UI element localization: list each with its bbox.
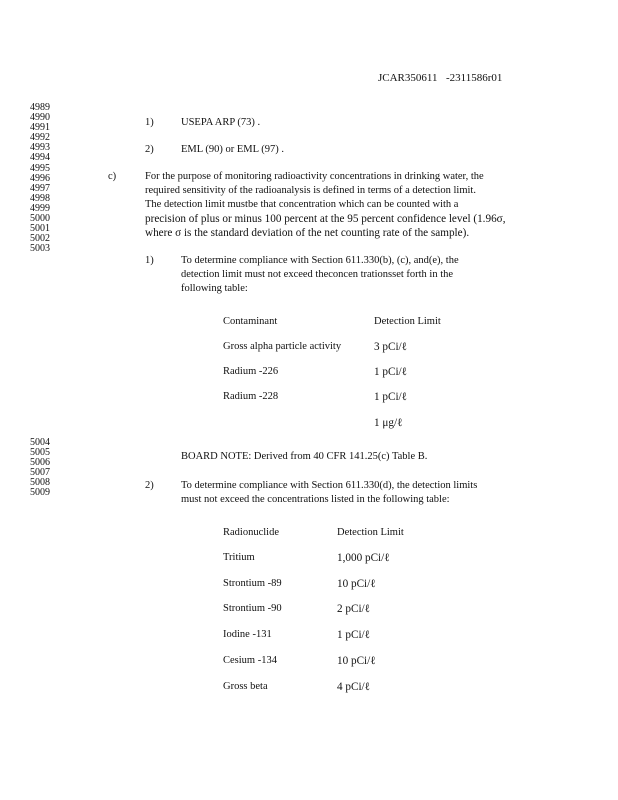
line-number: 5007: [30, 467, 50, 479]
paragraph-line: following table:: [181, 283, 248, 294]
document-id: JCAR350611: [378, 72, 438, 84]
item-c1-paragraph: [181, 254, 459, 296]
list-item-text: EML (90) or EML (97) .: [181, 144, 285, 155]
line-number: 4995: [30, 162, 50, 174]
board-note: BOARD NOTE: Derived from 40 CFR 141.25(c) Table B.: [181, 451, 428, 462]
table-cell: 1 pCi/ℓ: [374, 366, 408, 378]
table-cell: Radium -226: [223, 366, 279, 377]
table-cell: Tritium: [223, 552, 255, 563]
line-number: 5001: [30, 223, 50, 235]
paragraph-line: To determine compliance with Section 611.330(d), the detection limits: [181, 480, 478, 491]
item-c2-paragraph: [181, 479, 477, 507]
table-cell: 1 pCi/ℓ: [374, 391, 408, 403]
line-number: 5000: [30, 213, 50, 225]
table-header: Contaminant: [223, 316, 278, 327]
table-cell: 2 pCi/ℓ: [337, 603, 371, 615]
paragraph-line: precision of plus or minus 100 percent at the 95 percent confidence level (1.96σ,: [145, 213, 506, 225]
table-cell: Strontium -89: [223, 578, 282, 589]
list-marker: 1): [145, 117, 154, 128]
line-number-column-2: [30, 438, 50, 499]
line-number: 4992: [30, 132, 50, 144]
line-number-column: [30, 103, 50, 254]
list-marker: 1): [145, 255, 154, 266]
line-number: 4991: [30, 122, 50, 134]
paragraph-line: required sensitivity of the radioanalysis is defined in terms of a detection limit.: [145, 185, 476, 196]
list-marker: 2): [145, 144, 154, 155]
table-cell: Radium -228: [223, 391, 279, 402]
table-cell: 1,000 pCi/ℓ: [337, 552, 390, 564]
line-number: 5006: [30, 457, 50, 469]
table-cell: Gross alpha particle activity: [223, 341, 342, 352]
table-header: Detection Limit: [374, 316, 441, 327]
line-number: 5004: [30, 437, 50, 448]
line-number: 4989: [30, 102, 50, 113]
line-number: 5002: [30, 233, 50, 245]
table-cell: Iodine -131: [223, 629, 272, 640]
line-number: 4990: [30, 112, 50, 124]
table-cell: Gross beta: [223, 681, 268, 692]
page-id: -2311586r01: [446, 72, 503, 84]
table-cell: Cesium -134: [223, 655, 277, 666]
paragraph-line: where σ is the standard deviation of the net counting rate of the sample).: [145, 227, 470, 239]
paragraph-line: must not exceed the concentrations listed in the following table:: [181, 494, 450, 505]
table-cell: 1 pCi/ℓ: [337, 629, 371, 641]
paragraph-line: To determine compliance with Section 611.330(b), (c), and(e), the: [181, 255, 459, 266]
line-number: 4997: [30, 182, 50, 194]
paragraph-line: For the purpose of monitoring radioactivity concentrations in drinking water, the: [145, 171, 484, 182]
table-cell: 10 pCi/ℓ: [337, 655, 376, 667]
table-cell: 4 pCi/ℓ: [337, 681, 371, 693]
line-number: 4998: [30, 192, 50, 204]
list-item-text: USEPA ARP (73) .: [181, 117, 261, 128]
line-number: 4993: [30, 142, 50, 154]
paragraph-line: The detection limit mustbe that concentration which can be counted with a: [145, 199, 459, 210]
line-number: 5009: [30, 487, 50, 499]
paragraph-line: detection limit must not exceed theconcen trationsset forth in the: [181, 269, 454, 280]
section-marker: c): [108, 171, 117, 182]
list-marker: 2): [145, 480, 154, 491]
table-cell: Strontium -90: [223, 603, 282, 614]
table-cell: 1 μg/ℓ: [374, 417, 403, 429]
section-c-paragraph: [145, 170, 506, 240]
line-number: 5008: [30, 477, 50, 489]
line-number: 4996: [30, 172, 50, 184]
line-number: 5003: [30, 243, 50, 255]
line-number: 4999: [30, 202, 50, 214]
table-header: Radionuclide: [223, 527, 279, 538]
table-cell: 10 pCi/ℓ: [337, 578, 376, 590]
line-number: 5005: [30, 447, 50, 459]
table-cell: 3 pCi/ℓ: [374, 341, 408, 353]
table-header: Detection Limit: [337, 527, 404, 538]
line-number: 4994: [30, 152, 50, 164]
